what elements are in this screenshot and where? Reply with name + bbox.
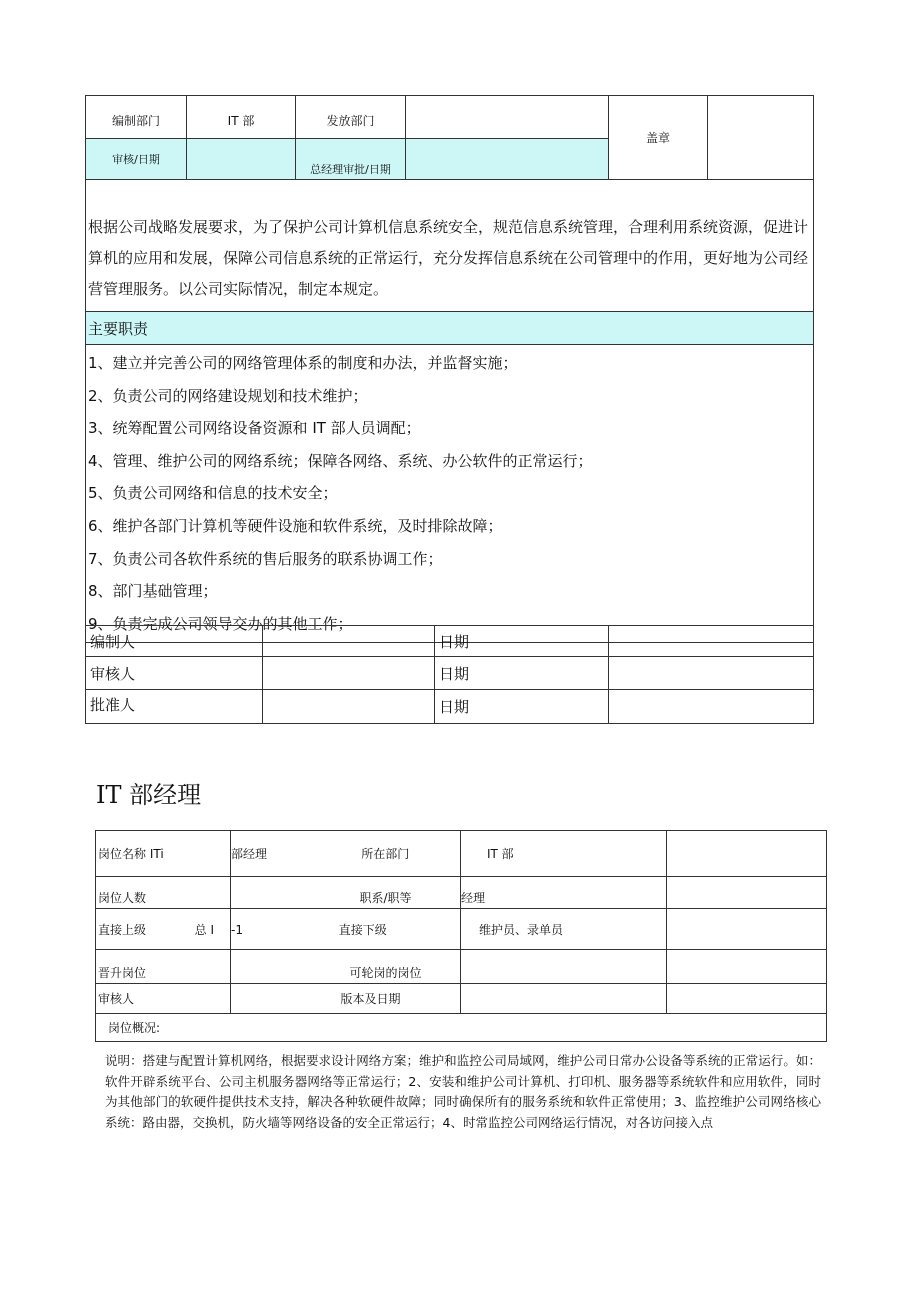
subordinate-extra: [667, 909, 827, 950]
reviewer-date-value: [609, 657, 814, 690]
blank-row: [86, 180, 814, 211]
version-value: [461, 984, 667, 1014]
intro-paragraph: 根据公司战略发展要求，为了保护公司计算机信息系统安全，规范信息系统管理，合理利用系统资源，促进计算机的应用和发展，保障公司信息系统的正常运行，充分发挥信息系统在公司管理中的作用，更好地为公司经营管理服务。以公司实际情况，制定本规定。: [86, 210, 814, 312]
post-name-value: 部经理: [231, 831, 311, 877]
superior-label: 直接上级: [98, 922, 147, 937]
job-reviewer-label: 审核人: [96, 984, 231, 1014]
job-description: 说明：搭建与配置计算机网络，根据要求设计网络方案；维护和监控公司局域网，维护公司日常办公设备等系统的正常运行。如：软件开辟系统平台、公司主机服务器网络等正常运行；2、安装和维护公司计算机、打印机、服务器等系统软件和应用软件，同时为其他部门的软硬件提供技术支持，解决各种软硬件故障；同时确保所有的服务系统和软件正常使用；3、监控维护公司网络核心系统：路由器，交换机，防火墙等网络设备的安全正常运行；4、时常监控公司网络运行情况，对各访问接入点: [105, 1053, 821, 1130]
duty-item: 7、负责公司各软件系统的售后服务的联系协调工作；: [88, 549, 443, 568]
gm-approval-value: [406, 139, 609, 180]
dept-extra: [667, 831, 827, 877]
superior-value-a: 总 I: [194, 922, 214, 937]
duty-item: 6、维护各部门计算机等硬件设施和软件系统，及时排除故障；: [88, 516, 503, 535]
rotation-label: 可轮岗的岗位: [231, 950, 461, 984]
duties-list: [86, 345, 814, 643]
duty-item: 5、负责公司网络和信息的技术安全；: [88, 484, 338, 503]
preparer-date-label: 日期: [435, 626, 609, 657]
version-label: 版本及日期: [231, 984, 461, 1014]
rotation-extra: [667, 950, 827, 984]
superior-value-b: -1: [231, 922, 243, 937]
issue-dept-label: 发放部门: [296, 96, 406, 139]
reviewer-date-label: 日期: [435, 657, 609, 690]
duty-item: 4、管理、维护公司的网络系统；保障各网络、系统、办公软件的正常运行；: [88, 451, 593, 470]
approver-date-label: 日期: [435, 690, 609, 724]
seal-cell: [708, 96, 814, 180]
approver-value: [263, 690, 435, 724]
rank-extra: [667, 877, 827, 909]
overview-label: 岗位概况:: [96, 1014, 827, 1042]
compile-dept-label: 编制部门: [86, 96, 187, 139]
rank-label: 职系/职等: [231, 877, 461, 909]
review-date-label: 审核/日期: [86, 139, 187, 180]
gm-approval-label: 总经理审批/日期: [296, 139, 406, 180]
rotation-value: [461, 950, 667, 984]
subordinate-value: 维护员、录单员: [461, 909, 667, 950]
review-date-value: [187, 139, 296, 180]
duties-heading: 主要职责: [86, 312, 814, 345]
duty-item: 9、负责完成公司领导交办的其他工作；: [88, 614, 353, 633]
reviewer-value: [263, 657, 435, 690]
dept-value: IT 部: [461, 831, 667, 877]
dept-label: 所在部门: [311, 831, 461, 877]
duty-item: 3、统筹配置公司网络设备资源和 IT 部人员调配；: [88, 419, 421, 438]
job-table: [95, 830, 827, 1042]
duty-item: 8、部门基础管理；: [88, 582, 218, 601]
rank-value: 经理: [461, 877, 667, 909]
header-table: [85, 95, 814, 643]
sign-table: [85, 625, 814, 724]
duty-item: 1、建立并完善公司的网络管理体系的制度和办法，并监督实施；: [88, 354, 518, 372]
promotion-label: 晋升岗位: [96, 950, 231, 984]
section-title: IT 部经理: [96, 781, 202, 809]
compile-dept-value: IT 部: [187, 96, 296, 139]
preparer-value: [263, 626, 435, 657]
post-name-label: 岗位名称 ITi: [96, 831, 231, 877]
version-extra: [667, 984, 827, 1014]
subordinate-label: 直接下级: [338, 922, 387, 937]
approver-date-value: [609, 690, 814, 724]
preparer-label: 编制人: [86, 626, 263, 657]
superior-value-cell: [231, 909, 461, 950]
seal-label: 盖章: [609, 96, 708, 180]
approver-label: 批准人: [86, 690, 263, 724]
headcount-label: 岗位人数: [96, 877, 231, 909]
preparer-date-value: [609, 626, 814, 657]
issue-dept-value: [406, 96, 609, 139]
superior-label-cell: [96, 909, 231, 950]
duty-item: 2、负责公司的网络建设规划和技术维护；: [88, 386, 368, 405]
reviewer-label: 审核人: [86, 657, 263, 690]
